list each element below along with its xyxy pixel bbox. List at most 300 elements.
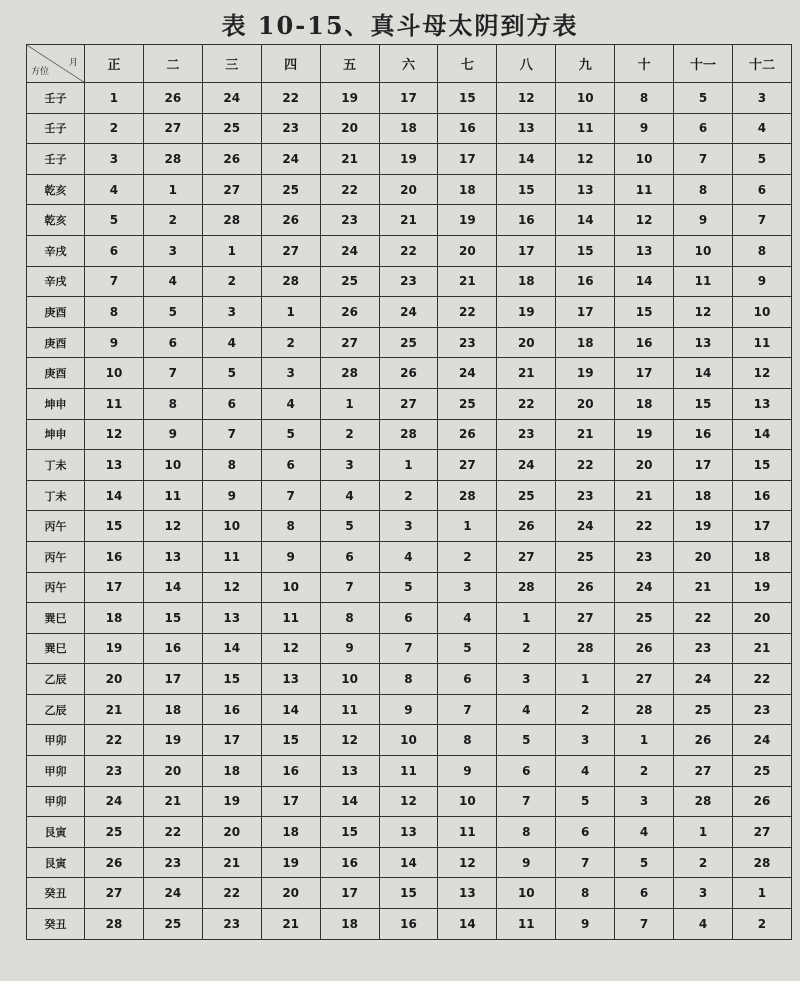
table-cell: 19	[438, 205, 497, 236]
table-cell: 27	[674, 756, 733, 787]
table-cell: 6	[261, 450, 320, 481]
table-cell: 11	[497, 909, 556, 940]
table-cell: 11	[379, 756, 438, 787]
table-cell: 8	[497, 817, 556, 848]
table-cell: 16	[732, 480, 791, 511]
direction-label: 壬子	[27, 144, 85, 175]
table-cell: 16	[438, 113, 497, 144]
table-cell: 12	[85, 419, 144, 450]
table-cell: 7	[261, 480, 320, 511]
table-cell: 14	[674, 358, 733, 389]
direction-label: 庚酉	[27, 327, 85, 358]
table-cell: 3	[261, 358, 320, 389]
table-cell: 21	[261, 909, 320, 940]
month-header: 四	[261, 45, 320, 83]
table-cell: 5	[732, 144, 791, 175]
table-row	[27, 725, 792, 756]
table-cell: 25	[202, 113, 261, 144]
table-cell: 6	[556, 817, 615, 848]
table-cell: 23	[674, 633, 733, 664]
table-cell: 25	[379, 327, 438, 358]
table-cell: 20	[497, 327, 556, 358]
table-row	[27, 756, 792, 787]
table-cell: 6	[438, 664, 497, 695]
table-row	[27, 664, 792, 695]
corner-right-label: 月	[68, 58, 78, 68]
table-cell: 2	[674, 847, 733, 878]
table-cell: 10	[732, 297, 791, 328]
table-cell: 10	[320, 664, 379, 695]
table-cell: 7	[674, 144, 733, 175]
table-cell: 5	[202, 358, 261, 389]
table-cell: 20	[143, 756, 202, 787]
table-cell: 26	[615, 633, 674, 664]
table-cell: 15	[556, 235, 615, 266]
direction-label: 甲卯	[27, 786, 85, 817]
table-cell: 8	[261, 511, 320, 542]
table-row	[27, 847, 792, 878]
corner-left-label: 方位	[31, 67, 50, 77]
table-cell: 2	[202, 266, 261, 297]
table-cell: 24	[732, 725, 791, 756]
table-cell: 23	[143, 847, 202, 878]
table-cell: 26	[261, 205, 320, 236]
direction-label: 癸丑	[27, 878, 85, 909]
table-cell: 19	[320, 83, 379, 114]
direction-label: 艮寅	[27, 847, 85, 878]
table-cell: 16	[379, 909, 438, 940]
table-cell: 3	[674, 878, 733, 909]
table-cell: 12	[732, 358, 791, 389]
table-cell: 27	[85, 878, 144, 909]
table-cell: 24	[85, 786, 144, 817]
table-cell: 1	[556, 664, 615, 695]
month-header: 七	[438, 45, 497, 83]
table-cell: 26	[438, 419, 497, 450]
table-cell: 7	[438, 694, 497, 725]
table-cell: 26	[732, 786, 791, 817]
table-cell: 20	[438, 235, 497, 266]
table-row	[27, 786, 792, 817]
direction-label: 乙辰	[27, 664, 85, 695]
table-cell: 8	[556, 878, 615, 909]
table-row	[27, 817, 792, 848]
table-cell: 10	[261, 572, 320, 603]
table-cell: 18	[674, 480, 733, 511]
table-row	[27, 480, 792, 511]
direction-label: 乙辰	[27, 694, 85, 725]
table-cell: 4	[674, 909, 733, 940]
table-cell: 4	[556, 756, 615, 787]
table-cell: 27	[556, 603, 615, 634]
table-cell: 15	[674, 388, 733, 419]
table-cell: 14	[438, 909, 497, 940]
table-cell: 23	[732, 694, 791, 725]
table-cell: 23	[85, 756, 144, 787]
table-cell: 13	[85, 450, 144, 481]
table-cell: 28	[143, 144, 202, 175]
table-cell: 17	[438, 144, 497, 175]
table-cell: 19	[732, 572, 791, 603]
table-cell: 21	[320, 144, 379, 175]
table-cell: 5	[674, 83, 733, 114]
table-cell: 9	[732, 266, 791, 297]
table-cell: 1	[320, 388, 379, 419]
table-row	[27, 235, 792, 266]
table-row	[27, 388, 792, 419]
table-cell: 8	[732, 235, 791, 266]
table-cell: 1	[732, 878, 791, 909]
table-cell: 15	[615, 297, 674, 328]
table-cell: 27	[732, 817, 791, 848]
direction-label: 坤申	[27, 419, 85, 450]
table-cell: 17	[497, 235, 556, 266]
table-cell: 7	[85, 266, 144, 297]
table-cell: 6	[202, 388, 261, 419]
table-cell: 14	[261, 694, 320, 725]
table-cell: 22	[143, 817, 202, 848]
table-cell: 9	[143, 419, 202, 450]
table-cell: 27	[143, 113, 202, 144]
table-cell: 21	[556, 419, 615, 450]
table-row	[27, 633, 792, 664]
month-header: 六	[379, 45, 438, 83]
table-cell: 22	[674, 603, 733, 634]
table-row	[27, 694, 792, 725]
table-cell: 12	[497, 83, 556, 114]
table-cell: 22	[379, 235, 438, 266]
table-cell: 8	[674, 174, 733, 205]
table-cell: 27	[202, 174, 261, 205]
table-cell: 1	[85, 83, 144, 114]
table-row	[27, 419, 792, 450]
table-cell: 4	[438, 603, 497, 634]
table-cell: 7	[143, 358, 202, 389]
table-cell: 22	[202, 878, 261, 909]
table-cell: 24	[615, 572, 674, 603]
table-cell: 22	[438, 297, 497, 328]
table-cell: 27	[615, 664, 674, 695]
table-cell: 12	[556, 144, 615, 175]
table-cell: 24	[379, 297, 438, 328]
table-cell: 15	[320, 817, 379, 848]
table-cell: 8	[379, 664, 438, 695]
table-cell: 13	[438, 878, 497, 909]
table-cell: 4	[202, 327, 261, 358]
direction-label: 乾亥	[27, 205, 85, 236]
table-cell: 5	[143, 297, 202, 328]
table-cell: 4	[497, 694, 556, 725]
table-cell: 19	[497, 297, 556, 328]
table-cell: 3	[85, 144, 144, 175]
table-cell: 26	[202, 144, 261, 175]
table-cell: 19	[143, 725, 202, 756]
table-cell: 12	[320, 725, 379, 756]
table-row	[27, 83, 792, 114]
table-cell: 11	[556, 113, 615, 144]
table-cell: 2	[143, 205, 202, 236]
month-header: 十一	[674, 45, 733, 83]
table-cell: 16	[497, 205, 556, 236]
month-header: 五	[320, 45, 379, 83]
table-cell: 16	[143, 633, 202, 664]
table-cell: 10	[438, 786, 497, 817]
table-cell: 11	[85, 388, 144, 419]
table-cell: 21	[143, 786, 202, 817]
table-cell: 4	[85, 174, 144, 205]
table-cell: 4	[261, 388, 320, 419]
table-cell: 14	[320, 786, 379, 817]
table-cell: 25	[615, 603, 674, 634]
table-cell: 14	[379, 847, 438, 878]
table-cell: 7	[320, 572, 379, 603]
month-header: 十	[615, 45, 674, 83]
direction-label: 辛戌	[27, 235, 85, 266]
table-cell: 22	[320, 174, 379, 205]
table-cell: 28	[732, 847, 791, 878]
table-cell: 28	[674, 786, 733, 817]
table-cell: 25	[438, 388, 497, 419]
table-cell: 9	[438, 756, 497, 787]
table-cell: 26	[320, 297, 379, 328]
table-cell: 5	[379, 572, 438, 603]
table-cell: 4	[732, 113, 791, 144]
table-cell: 21	[732, 633, 791, 664]
table-cell: 24	[202, 83, 261, 114]
month-header: 九	[556, 45, 615, 83]
data-table	[26, 44, 792, 940]
table-cell: 21	[202, 847, 261, 878]
table-cell: 28	[556, 633, 615, 664]
corner-cell	[27, 45, 85, 83]
table-cell: 18	[85, 603, 144, 634]
table-cell: 7	[556, 847, 615, 878]
table-cell: 7	[615, 909, 674, 940]
table-cell: 12	[202, 572, 261, 603]
table-cell: 1	[379, 450, 438, 481]
table-cell: 19	[556, 358, 615, 389]
table-cell: 9	[615, 113, 674, 144]
table-cell: 16	[202, 694, 261, 725]
table-cell: 26	[85, 847, 144, 878]
table-cell: 9	[261, 541, 320, 572]
table-cell: 20	[556, 388, 615, 419]
table-cell: 12	[143, 511, 202, 542]
table-cell: 17	[320, 878, 379, 909]
table-cell: 9	[379, 694, 438, 725]
table-cell: 11	[261, 603, 320, 634]
table-cell: 2	[615, 756, 674, 787]
table-cell: 15	[379, 878, 438, 909]
table-cell: 25	[497, 480, 556, 511]
table-cell: 8	[143, 388, 202, 419]
table-cell: 22	[615, 511, 674, 542]
table-cell: 16	[261, 756, 320, 787]
table-row	[27, 450, 792, 481]
table-row	[27, 113, 792, 144]
table-cell: 16	[674, 419, 733, 450]
table-cell: 28	[438, 480, 497, 511]
table-cell: 10	[202, 511, 261, 542]
table-row	[27, 327, 792, 358]
direction-label: 巽巳	[27, 603, 85, 634]
table-cell: 1	[438, 511, 497, 542]
table-cell: 27	[261, 235, 320, 266]
table-row	[27, 572, 792, 603]
table-cell: 22	[556, 450, 615, 481]
direction-label: 乾亥	[27, 174, 85, 205]
table-cell: 4	[143, 266, 202, 297]
table-cell: 1	[615, 725, 674, 756]
table-cell: 24	[438, 358, 497, 389]
table-title: 表 10-15、真斗母太阴到方表	[221, 11, 579, 40]
table-cell: 14	[615, 266, 674, 297]
table-cell: 18	[320, 909, 379, 940]
table-cell: 20	[261, 878, 320, 909]
table-cell: 5	[85, 205, 144, 236]
table-cell: 26	[556, 572, 615, 603]
table-cell: 13	[556, 174, 615, 205]
table-cell: 25	[320, 266, 379, 297]
table-cell: 21	[674, 572, 733, 603]
table-row	[27, 205, 792, 236]
direction-label: 丙午	[27, 511, 85, 542]
table-cell: 8	[615, 83, 674, 114]
table-cell: 5	[615, 847, 674, 878]
table-cell: 13	[143, 541, 202, 572]
table-cell: 18	[556, 327, 615, 358]
table-cell: 15	[732, 450, 791, 481]
table-cell: 2	[85, 113, 144, 144]
table-cell: 6	[379, 603, 438, 634]
table-cell: 5	[261, 419, 320, 450]
table-cell: 11	[202, 541, 261, 572]
table-cell: 13	[674, 327, 733, 358]
table-cell: 6	[497, 756, 556, 787]
table-cell: 3	[143, 235, 202, 266]
direction-label: 丙午	[27, 541, 85, 572]
table-cell: 21	[615, 480, 674, 511]
table-row	[27, 511, 792, 542]
table-cell: 28	[615, 694, 674, 725]
table-cell: 16	[615, 327, 674, 358]
table-cell: 18	[497, 266, 556, 297]
table-cell: 22	[497, 388, 556, 419]
table-cell: 17	[202, 725, 261, 756]
table-cell: 18	[202, 756, 261, 787]
table-cell: 23	[556, 480, 615, 511]
table-cell: 22	[261, 83, 320, 114]
table-cell: 12	[674, 297, 733, 328]
table-cell: 6	[615, 878, 674, 909]
table-cell: 25	[732, 756, 791, 787]
table-cell: 1	[202, 235, 261, 266]
table-cell: 9	[320, 633, 379, 664]
table-row	[27, 878, 792, 909]
table-cell: 4	[379, 541, 438, 572]
table-cell: 11	[320, 694, 379, 725]
table-cell: 22	[732, 664, 791, 695]
table-cell: 17	[556, 297, 615, 328]
table-cell: 15	[202, 664, 261, 695]
table-cell: 23	[438, 327, 497, 358]
direction-label: 艮寅	[27, 817, 85, 848]
table-cell: 17	[85, 572, 144, 603]
table-cell: 25	[85, 817, 144, 848]
direction-label: 庚酉	[27, 297, 85, 328]
table-cell: 20	[732, 603, 791, 634]
table-cell: 7	[497, 786, 556, 817]
table-row	[27, 358, 792, 389]
table-cell: 3	[320, 450, 379, 481]
table-cell: 18	[732, 541, 791, 572]
table-cell: 12	[261, 633, 320, 664]
table-cell: 24	[674, 664, 733, 695]
table-cell: 18	[261, 817, 320, 848]
table-cell: 11	[438, 817, 497, 848]
table-cell: 12	[615, 205, 674, 236]
table-cell: 27	[379, 388, 438, 419]
table-cell: 2	[556, 694, 615, 725]
table-cell: 19	[202, 786, 261, 817]
table-cell: 14	[497, 144, 556, 175]
table-cell: 2	[320, 419, 379, 450]
table-cell: 14	[556, 205, 615, 236]
table-cell: 15	[85, 511, 144, 542]
month-header: 正	[85, 45, 144, 83]
table-cell: 13	[202, 603, 261, 634]
direction-label: 丙午	[27, 572, 85, 603]
table-cell: 13	[732, 388, 791, 419]
table-cell: 28	[261, 266, 320, 297]
table-cell: 17	[674, 450, 733, 481]
table-cell: 23	[615, 541, 674, 572]
table-cell: 1	[261, 297, 320, 328]
table-row	[27, 603, 792, 634]
month-header: 十二	[732, 45, 791, 83]
table-cell: 19	[85, 633, 144, 664]
table-cell: 19	[261, 847, 320, 878]
table-cell: 17	[732, 511, 791, 542]
table-cell: 3	[732, 83, 791, 114]
table-row	[27, 174, 792, 205]
direction-label: 甲卯	[27, 725, 85, 756]
table-cell: 9	[497, 847, 556, 878]
table-cell: 6	[674, 113, 733, 144]
table-cell: 20	[674, 541, 733, 572]
table-cell: 4	[615, 817, 674, 848]
table-cell: 23	[320, 205, 379, 236]
table-cell: 14	[732, 419, 791, 450]
table-cell: 19	[615, 419, 674, 450]
table-row	[27, 144, 792, 175]
table-cell: 18	[615, 388, 674, 419]
table-cell: 3	[438, 572, 497, 603]
table-cell: 26	[379, 358, 438, 389]
table-cell: 28	[85, 909, 144, 940]
table-cell: 10	[497, 878, 556, 909]
table-cell: 9	[674, 205, 733, 236]
table-cell: 15	[438, 83, 497, 114]
table-cell: 21	[85, 694, 144, 725]
table-cell: 7	[732, 205, 791, 236]
table-cell: 17	[615, 358, 674, 389]
month-header: 三	[202, 45, 261, 83]
table-cell: 4	[320, 480, 379, 511]
table-cell: 11	[143, 480, 202, 511]
table-cell: 21	[497, 358, 556, 389]
table-row	[27, 297, 792, 328]
